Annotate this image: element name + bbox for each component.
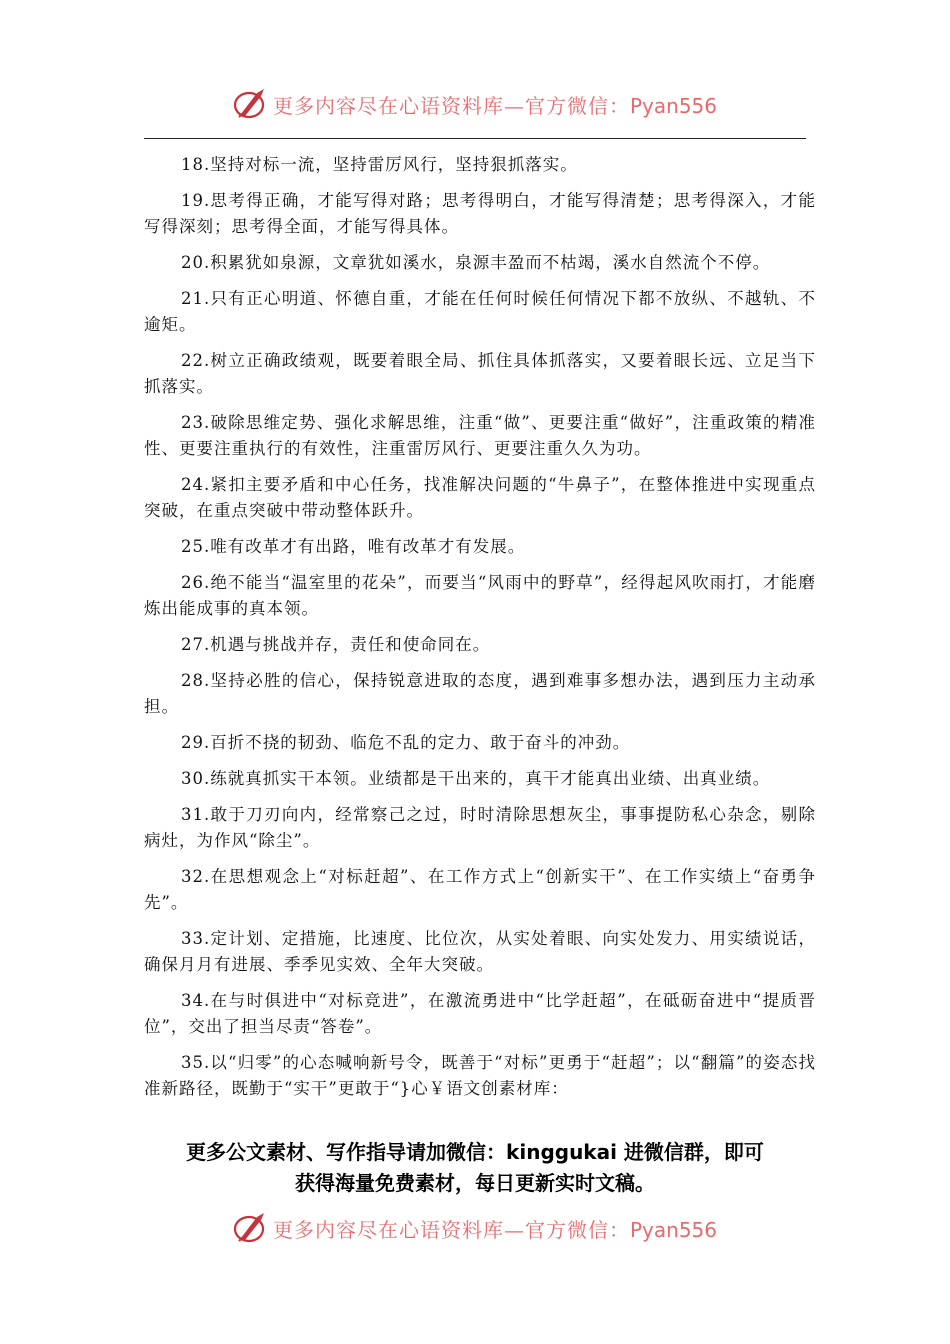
- paragraph-31: 31.敢于刀刃向内，经常察己之过，时时清除思想灰尘，事事提防私心杂念，剔除病灶，为作风“除尘”。: [144, 805, 816, 850]
- paragraph-19: 19.思考得正确，才能写得对路；思考得明白，才能写得清楚；思考得深入，才能写得深刻；思考得全面，才能写得具体。: [144, 191, 816, 236]
- paragraph-23: 23.破除思维定势、强化求解思维，注重“做”、更要注重“做好”，注重政策的精准性、更要注重执行的有效性，注重雷厉风行、更要注重久久为功。: [144, 413, 816, 458]
- paragraph-34: 34.在与时俱进中“对标竞进”，在激流勇进中“比学赶超”，在砥砺奋进中“提质晋位”，交出了担当尽责“答卷”。: [144, 991, 816, 1036]
- paragraph-22: 22.树立正确政绩观，既要着眼全局、抓住具体抓落实，又要着眼长远、立足当下抓落实。: [144, 351, 816, 396]
- paragraph-18: 18.坚持对标一流，坚持雷厉风行，坚持狠抓落实。: [181, 155, 578, 174]
- footer-banner: [0, 1208, 950, 1248]
- paragraph-25: 25.唯有改革才有出路，唯有改革才有发展。: [181, 537, 526, 556]
- paragraph-20: 20.积累犹如泉源，文章犹如溪水，泉源丰盈而不枯竭，溪水自然流个不停。: [181, 253, 771, 272]
- footer-banner-text: 更多内容尽在心语资料库—官方微信：Pyan556: [272, 1217, 717, 1242]
- paragraph-27: 27.机遇与挑战并存，责任和使命同在。: [181, 635, 491, 654]
- promo-line-2: 获得海量免费素材，每日更新实时文稿。: [295, 1171, 655, 1195]
- paragraph-35: 35.以“归零”的心态喊响新号令，既善于“对标”更勇于“赶超”；以“翻篇”的姿态找准新路径，既勤于“实干”更敢于“}心￥语文创素材库：: [144, 1053, 816, 1098]
- promo-line-1: 更多公文素材、写作指导请加微信：kinggukai 进微信群，即可: [186, 1140, 764, 1164]
- paragraph-21: 21.只有正心明道、怀德自重，才能在任何时候任何情况下都不放纵、不越轨、不逾矩。: [144, 289, 816, 334]
- header-banner-text: 更多内容尽在心语资料库—官方微信：Pyan556: [272, 93, 717, 118]
- paragraph-32: 32.在思想观念上“对标赶超”、在工作方式上“创新实干”、在工作实绩上“奋勇争先”。: [144, 867, 816, 912]
- footer-wechat-id: Pyan556: [629, 1217, 717, 1242]
- paragraph-30: 30.练就真抓实干本领。业绩都是干出来的，真干才能真出业绩、出真业绩。: [181, 769, 771, 788]
- paragraph-33: 33.定计划、定措施，比速度、比位次，从实处着眼、向实处发力、用实绩说话，确保月月有进展、季季见实效、全年大突破。: [144, 929, 816, 974]
- quill-pen-logo-icon: [233, 87, 267, 121]
- header-banner: [0, 84, 950, 124]
- document-body: [144, 152, 816, 1112]
- paragraph-26: 26.绝不能当“温室里的花朵”，而要当“风雨中的野草”，经得起风吹雨打，才能磨炼出能成事的真本领。: [144, 573, 816, 618]
- promo-notice: [120, 1137, 830, 1199]
- header-divider: [144, 138, 806, 139]
- header-wechat-id: Pyan556: [629, 93, 717, 118]
- paragraph-24: 24.紧扣主要矛盾和中心任务，找准解决问题的“牛鼻子”，在整体推进中实现重点突破，在重点突破中带动整体跃升。: [144, 475, 816, 520]
- paragraph-28: 28.坚持必胜的信心，保持锐意进取的态度，遇到难事多想办法，遇到压力主动承担。: [144, 671, 816, 716]
- quill-pen-logo-icon: [233, 1211, 267, 1245]
- paragraph-29: 29.百折不挠的韧劲、临危不乱的定力、敢于奋斗的冲劲。: [181, 733, 631, 752]
